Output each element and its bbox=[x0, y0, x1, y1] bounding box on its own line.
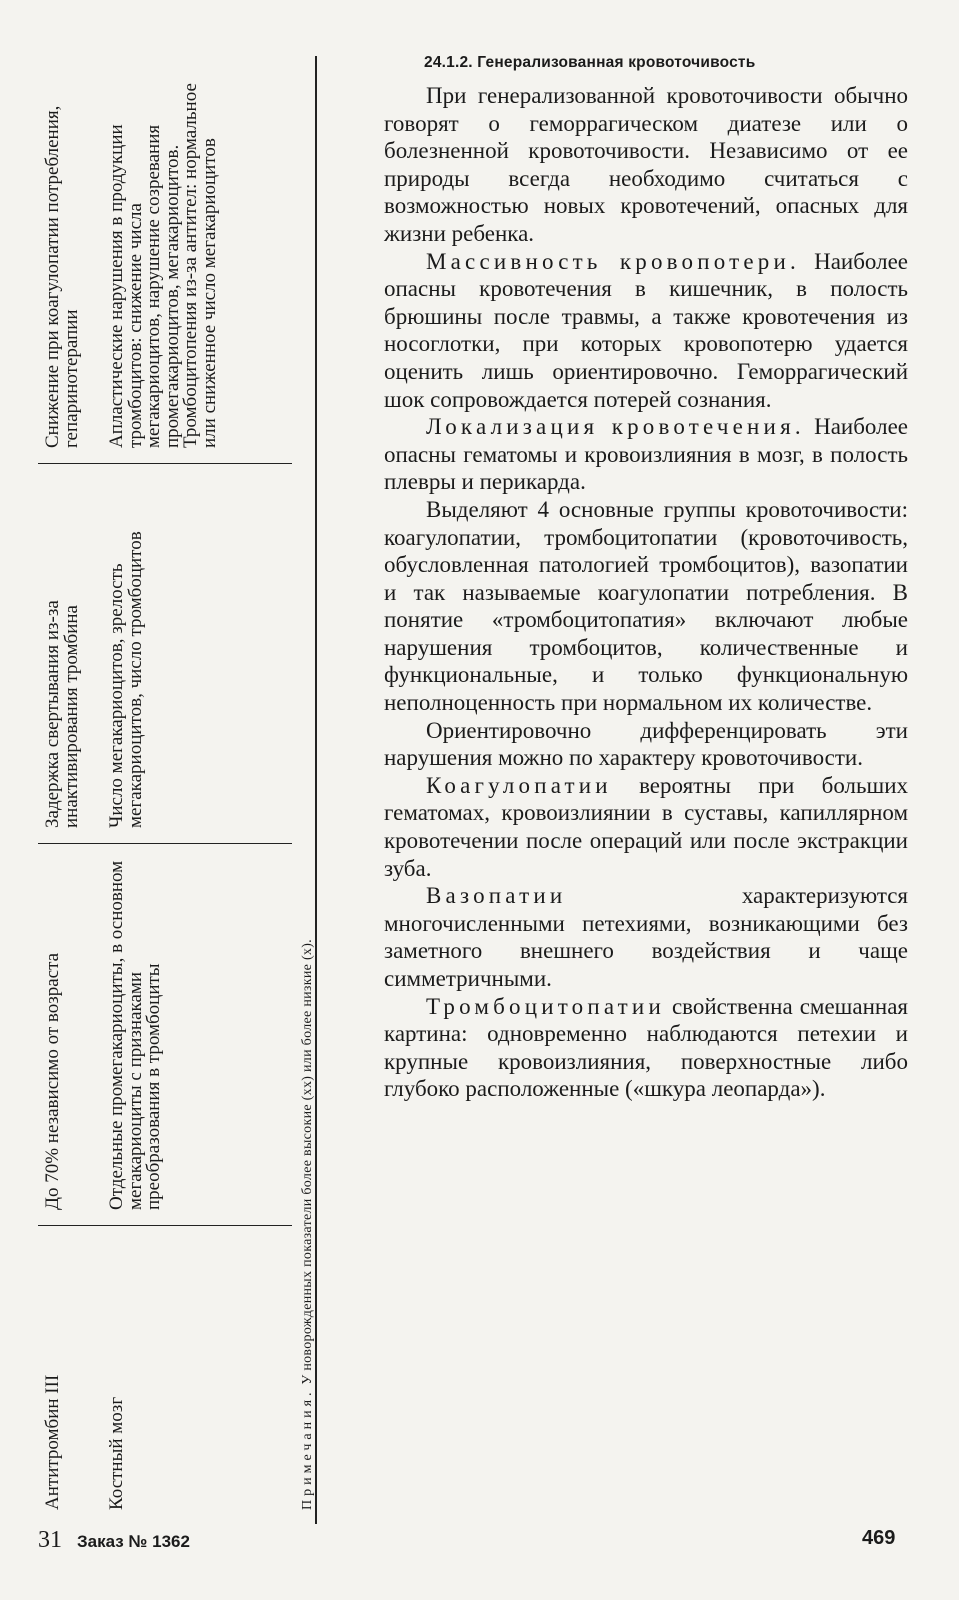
vertical-rule bbox=[315, 56, 317, 1524]
paragraph bbox=[384, 882, 908, 992]
paragraph-term: Коагулопатии bbox=[426, 772, 612, 798]
table-cell: Апластические нарушения в продукции тромбоцитов: снижение числа мегакариоцитов, нарушение созревания промегакариоцитов, мегакариоцитов. Тромбоцитопения из-за антител: нормальное или сниженное число мегакариоцитов bbox=[106, 83, 220, 448]
page-footer bbox=[38, 1527, 190, 1554]
table-cell: Снижение при коагулопатии потребления, гепаринотерапии bbox=[42, 105, 82, 448]
table-cell: Задержка свертывания из-за инактивирования тромбина bbox=[42, 600, 82, 828]
paragraph: При генерализованной кровоточивости обычно говорят о геморрагическом диатезе или о болезненной кровоточивости. Независимо от ее природы всегда необходимо считаться с возможностью новых кровотечений, опасных для жизни ребенка. bbox=[384, 83, 908, 246]
column-divider bbox=[38, 463, 292, 464]
rotated-table-wrapper bbox=[38, 56, 328, 1526]
paragraph-text: Наиболее опасны гематомы и кровоизлияния в мозг, в полость плевры и перикарда. bbox=[384, 414, 908, 495]
paragraph bbox=[384, 248, 908, 414]
table-note-text: У новорожденных показатели более высокие (хх) или более низкие (х). bbox=[300, 939, 315, 1385]
paragraph-term: Локализация кровотечения. bbox=[426, 414, 805, 440]
paragraph-text: свойственна смешанная картина: одновременно наблюдаются петехии и крупные кровоизлияния, поверхностные либо глубоко расположенные («шкура леопарда»). bbox=[384, 993, 908, 1102]
table-cell: До 70% независимо от возраста bbox=[42, 952, 63, 1210]
table-cell: Костный мозг bbox=[106, 1396, 127, 1510]
paragraph: Ориентировочно дифференцировать эти нарушения можно по характеру кровоточивости. bbox=[384, 717, 908, 771]
reference-table bbox=[38, 56, 328, 1526]
paragraph-term: Вазопатии bbox=[426, 883, 567, 909]
paragraph bbox=[384, 993, 908, 1103]
paragraph bbox=[384, 413, 908, 496]
paragraph-term: Массивность кровопотери. bbox=[426, 248, 800, 274]
column-divider bbox=[38, 1225, 292, 1226]
table-cell: Отдельные промегакариоциты, в основном мегакариоциты с признаками преобразования в тромбоциты bbox=[106, 860, 164, 1210]
table-row bbox=[102, 56, 292, 1526]
paragraph-text: Наиболее опасны кровотечения в кишечник, в полость брюшины после травмы, а также кровотечения из носоглотки, при которых кровопотерю удается оценить лишь ориентировочно. Геморрагический шок сопровождается потерей сознания. bbox=[384, 248, 908, 412]
paragraph-term: Тромбоцитопатии bbox=[426, 993, 665, 1019]
signature-mark: 31 bbox=[38, 1527, 62, 1553]
print-order: Заказ № 1362 bbox=[77, 1532, 190, 1551]
table-note-label: Примечания. bbox=[300, 1388, 315, 1510]
table-cell: Число мегакариоцитов, зрелость мегакариоцитов, число тромбоцитов bbox=[106, 531, 146, 828]
paragraph bbox=[384, 772, 908, 882]
text-column bbox=[384, 52, 908, 1103]
table-cell: Антитромбин III bbox=[42, 1374, 63, 1510]
section-title: 24.1.2. Генерализованная кровоточивость bbox=[424, 54, 756, 71]
paragraph: Выделяют 4 основные группы кровоточивости: коагулопатии, тромбоцитопатии (кровоточивость, обусловленная патологией тромбоцитов), вазопатии и так называемые коагулопатии потребления. В понятие «тромбоцитопатия» включают любые нарушения тромбоцитов, количественные и функциональные, и только функциональную неполноценность при нормальном их количестве. bbox=[384, 496, 908, 716]
paragraph-text: вероятны при больших гематомах, кровоизлиянии в суставы, капиллярном кровотечении после операций или после экстракции зуба. bbox=[384, 772, 909, 881]
table-row bbox=[38, 56, 102, 1526]
paragraph-text: характеризуются многочисленными петехиями, возникающими без заметного внешнего воздействия и чаще симметричными. bbox=[384, 883, 908, 991]
table-note bbox=[300, 70, 316, 1510]
page-number: 469 bbox=[862, 1527, 896, 1549]
column-divider bbox=[38, 843, 292, 844]
